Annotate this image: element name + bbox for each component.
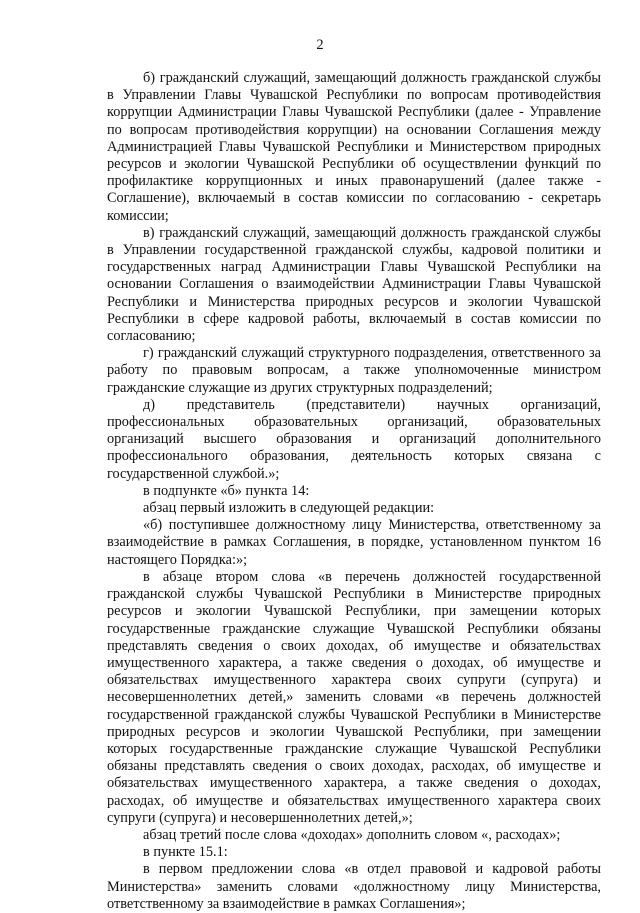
page-number: 2 (316, 37, 324, 53)
document-body (107, 70, 601, 913)
paragraph-point-15-1: в пункте 15.1: (143, 844, 228, 861)
paragraph-b-secretary: б) гражданский служащий, замещающий должность гражданской службы в Управлении Главы Чувашской Республики по вопросам противодействия коррупции Администрации Главы Чувашской Республики (далее - Управление по вопросам противодействия коррупции) на основании Соглашения между Администрацией Главы Чувашской Республики и Министерством природных ресурсов и экологии Чувашской Республики об осуществлении функций по профилактике коррупционных и иных правонарушений (далее также - Соглашение), включаемый в состав комиссии по согласованию - секретарь комиссии; (107, 70, 601, 224)
paragraph-first-sentence: в первом предложении слова «в отдел правовой и кадровой работы Министерства» заменить словами «должностному лицу Министерства, ответственному за взаимодействие в рамках Соглашения»; (107, 861, 601, 912)
paragraph-quoted-b: «б) поступившее должностному лицу Министерства, ответственному за взаимодействие в рамках Соглашения, в порядке, установленном пунктом 16 настоящего Порядка:»; (107, 517, 601, 568)
paragraph-third-abzac: абзац третий после слова «доходах» дополнить словом «, расходах»; (143, 826, 561, 843)
paragraph-v-hr-member: в) гражданский служащий, замещающий должность гражданской службы в Управлении государственной гражданской службы, кадровой политики и государственных наград Администрации Главы Чувашской Республики на основании Соглашения о взаимодействии Администрации Главы Чувашской Республики и Министерства природных ресурсов и экологии Чувашской Республики в сфере кадровой работы, включаемый в состав комиссии по согласованию; (107, 224, 601, 345)
paragraph-d-representatives: д) представитель (представители) научных организаций, профессиональных образовательных организаций, образовательных организаций высшего образования и организаций дополнительного профессионального образования, деятельность которых связана с государственной службой.»; (107, 396, 601, 482)
paragraph-subpoint-14b: в подпункте «б» пункта 14: (143, 482, 310, 499)
paragraph-second-abzac: в абзаце втором слова «в перечень должностей государственной гражданской службы Чувашской Республики в Министерстве природных ресурсов и экологии Чувашской Республики, при замещении которых государственные гражданские служащие Чувашской Республики обязаны представлять сведения о своих доходах, об имуществе и обязательствах имущественного характера, а также сведения о доходах, об имуществе и обязательствах имущественного характера своих супруги (супруга) и несовершеннолетних детей,» заменить словами «в перечень должностей государственной гражданской службы Чувашской Республики в Министерстве природных ресурсов и экологии Чувашской Республики, при замещении которых государственные гражданские служащие Чувашской Республики обязаны представлять сведения о своих доходах, расходах, об имуществе и обязательствах имущественного характера, а также сведения о доходах, расходах, об имуществе и обязательствах имущественного характера своих супруги (супруга) и несовершеннолетних детей,»; (107, 568, 601, 826)
paragraph-g-legal-member: г) гражданский служащий структурного подразделения, ответственного за работу по правовым вопросам, а также уполномоченные министром гражданские служащие из других структурных подразделений; (107, 345, 601, 396)
paragraph-first-abzac: абзац первый изложить в следующей редакции: (143, 500, 435, 517)
